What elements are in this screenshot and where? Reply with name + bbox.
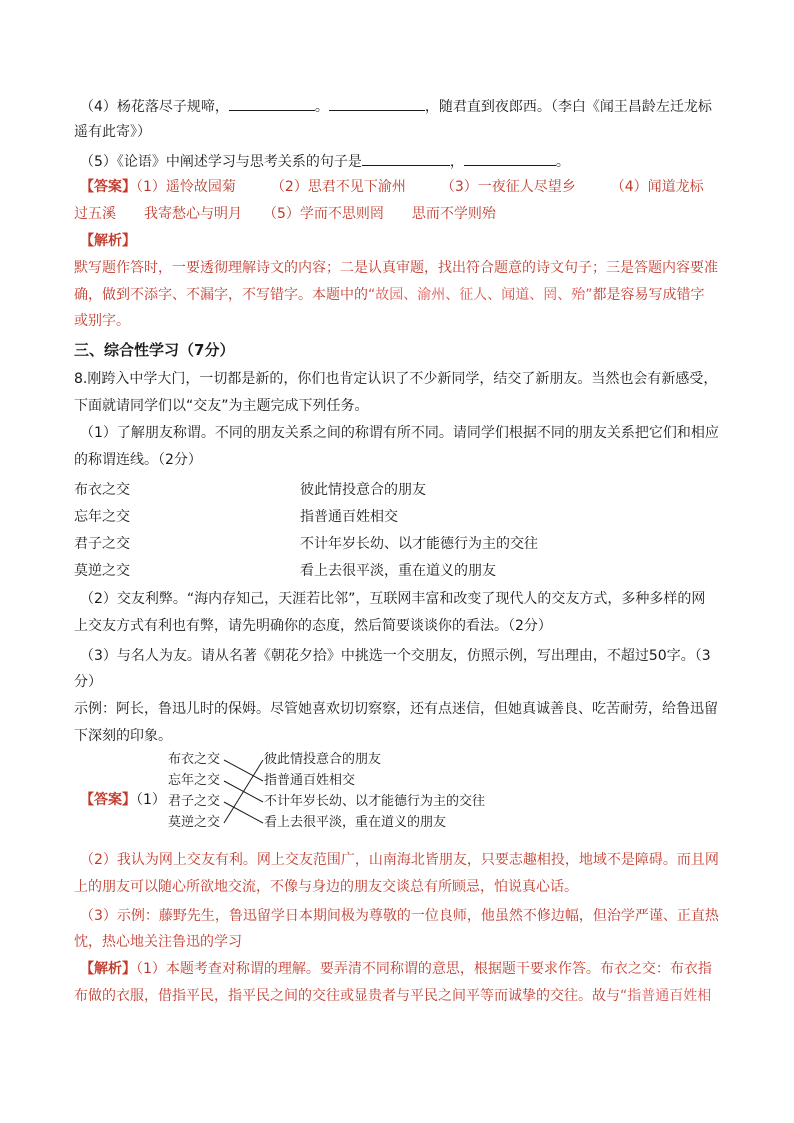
answer7-line-2: 过五溪 我寄愁心与明月 （5）学而不思则罔 思而不学则殆	[74, 206, 496, 222]
q8-p1-line-2: 的称谓连线。（2分）	[74, 452, 202, 468]
diagram-right-item: 彼此情投意合的朋友	[264, 752, 382, 767]
diagram-right-item: 看上去很平淡，重在道义的朋友	[264, 815, 447, 830]
matching-left-item[interactable]: 君子之交	[74, 536, 130, 552]
diagram-right-item: 指普通百姓相交	[264, 773, 356, 788]
q4-blank-1[interactable]	[229, 96, 315, 111]
matching-left-item[interactable]: 莫逆之交	[74, 563, 130, 579]
q8-p3-line-1: （3）与名人为友。请从名著《朝花夕拾》中挑选一个交朋友，仿照示例，写出理由，不超过50字。（3	[80, 648, 711, 664]
analysis7-line-3: 或别字。	[74, 313, 130, 329]
q4-line-2: 遥有此寄》）	[74, 124, 151, 140]
answer8-label: 【答案】（1）	[80, 792, 166, 808]
matching-lines	[166, 750, 526, 838]
q8-line-1: 8.刚跨入中学大门，一切都是新的，你们也肯定认识了不少新同学，结交了新朋友。当然也会有新感受，	[74, 371, 718, 387]
q5-blank-2[interactable]	[464, 151, 556, 166]
matching-row	[74, 534, 130, 554]
q8-line-2: 下面就请同学们以“交友”为主题完成下列任务。	[74, 398, 369, 414]
q8-p1-line-1: （1）了解朋友称谓。不同的朋友关系之间的称谓有所不同。请同学们根据不同的朋友关系把它们和相应	[80, 425, 719, 441]
answer8-p3-line-1: （3）示例：藤野先生，鲁迅留学日本期间极为尊敬的一位良师，他虽然不修边幅，但治学严谨、正直热	[80, 908, 719, 924]
analysis7-line-2: 确，做到不添字、不漏字，不写错字。本题中的“故园、渝州、征人、闻道、罔、殆”都是容易写成错字	[74, 287, 705, 303]
q4-line-1: （4）杨花落尽子规啼， 。 ，随君直到夜郎西。（李白《闻王昌龄左迁龙标	[80, 96, 712, 117]
matching-row	[74, 480, 130, 500]
matching-right-item[interactable]: 不计年岁长幼、以才能德行为主的交往	[300, 536, 538, 552]
matching-left-item[interactable]: 忘年之交	[74, 509, 130, 525]
matching-right-item[interactable]: 看上去很平淡，重在道义的朋友	[300, 563, 496, 579]
answer-tag: 【答案】	[80, 179, 136, 195]
matching-row	[74, 561, 130, 581]
q4-blank-2[interactable]	[329, 96, 425, 111]
q5-line: （5）《论语》中阐述学习与思考关系的句子是 ， 。	[80, 151, 570, 172]
analysis7-tag: 【解析】	[80, 233, 136, 249]
match-line-1	[224, 760, 263, 781]
diagram-left-item: 忘年之交	[168, 773, 221, 788]
answer7-line-1: 【答案】（1）遥怜故园菊 （2）思君不见下渝州 （3）一夜征人尽望乡 （4）闻道龙标	[80, 179, 704, 195]
q8-example-line-2: 下深刻的印象。	[74, 728, 172, 744]
q8-p2-line-2: 上交友方式有利也有弊，请先明确你的态度，然后简要谈谈你的看法。（2分）	[74, 618, 552, 634]
answer8-p2-line-2: 上的朋友可以随心所欲地交流，不像与身边的朋友交谈总有所顾忌，怕说真心话。	[74, 879, 578, 895]
diagram-left-item: 君子之交	[168, 794, 221, 809]
match-line-3	[224, 802, 263, 823]
q8-p3-line-2: 分）	[74, 674, 102, 690]
diagram-right-item: 不计年岁长幼、以才能德行为主的交往	[264, 794, 486, 809]
q8-example-line-1: 示例：阿长，鲁迅儿时的保姆。尽管她喜欢切切察察，还有点迷信，但她真诚善良、吃苦耐劳，给鲁迅留	[74, 701, 718, 717]
answer8-p2-line-1: （2）我认为网上交友有利。网上交友范围广，山南海北皆朋友，只要志趣相投，地域不是障碍。而且网	[80, 852, 719, 868]
q5-blank-1[interactable]	[362, 151, 450, 166]
match-line-4	[224, 760, 263, 823]
diagram-left-item: 莫逆之交	[168, 815, 221, 830]
diagram-left-item: 布衣之交	[168, 752, 221, 767]
q8-p2-line-1: （2）交友利弊。“海内存知己，天涯若比邻”，互联网丰富和改变了现代人的交友方式，多种多样的网	[80, 591, 706, 607]
analysis-tag: 【解析】	[80, 961, 136, 977]
matching-diagram	[166, 750, 526, 838]
answer-tag: 【答案】	[80, 792, 136, 808]
analysis8-line-2: 布做的衣服，借指平民，指平民之间的交往或显贵者与平民之间平等而诚挚的交往。故与“指普通百姓相	[74, 988, 712, 1004]
analysis7-line-1: 默写题作答时，一要透彻理解诗文的内容；二是认真审题，找出符合题意的诗文句子；三是答题内容要准	[74, 260, 718, 276]
matching-right-item[interactable]: 指普通百姓相交	[300, 509, 398, 525]
analysis8-line-1: 【解析】（1）本题考查对称谓的理解。要弄清不同称谓的意思，根据题干要求作答。布衣之交：布衣指	[80, 961, 712, 977]
matching-row	[74, 507, 130, 527]
section-title: 三、综合性学习（7分）	[74, 341, 235, 359]
matching-right-item[interactable]: 彼此情投意合的朋友	[300, 482, 426, 498]
matching-left-item[interactable]: 布衣之交	[74, 482, 130, 498]
answer8-p3-line-2: 忱，热心地关注鲁迅的学习	[74, 934, 242, 950]
